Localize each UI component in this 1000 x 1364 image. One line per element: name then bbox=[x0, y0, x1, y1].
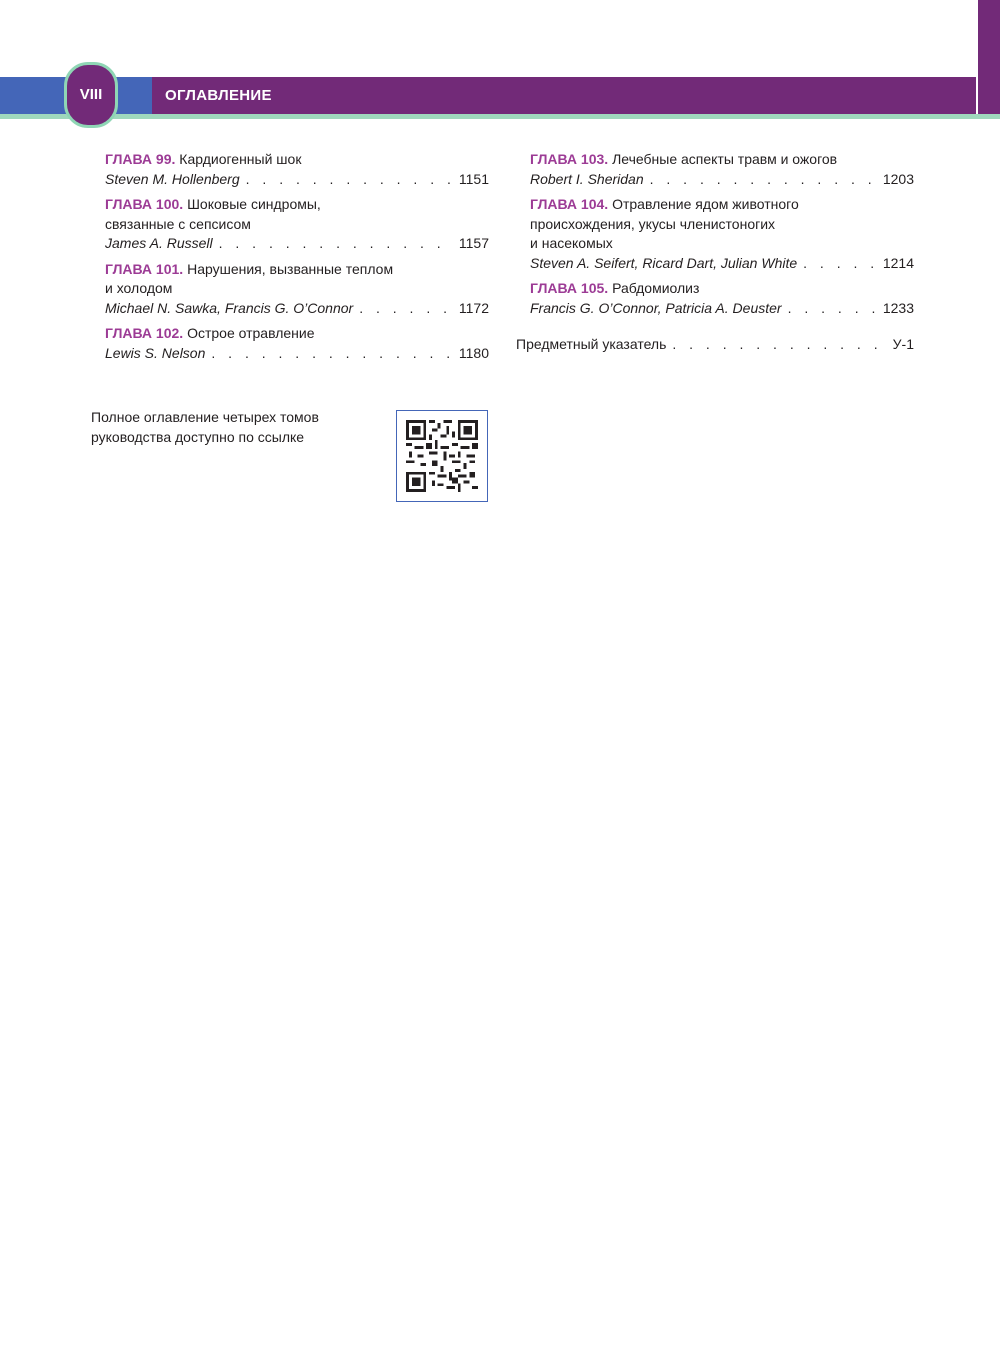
author-row bbox=[530, 299, 914, 319]
toc-column-right bbox=[530, 150, 914, 324]
dot-leader bbox=[246, 170, 453, 190]
dot-leader bbox=[788, 299, 877, 319]
chapter-number: ГЛАВА 101. bbox=[105, 260, 184, 277]
page-number: 1233 bbox=[882, 299, 914, 316]
page-number: 1151 bbox=[458, 170, 489, 187]
page-number-badge: VIII bbox=[64, 62, 118, 128]
chapter-title-continued: связанные с сепсисом bbox=[105, 215, 251, 232]
toc-entry[interactable] bbox=[105, 150, 489, 189]
page-edge-tab bbox=[978, 0, 1000, 117]
chapter-title: Отравление ядом животного bbox=[612, 196, 799, 212]
author-row bbox=[530, 170, 914, 190]
chapter-number: ГЛАВА 100. bbox=[105, 196, 184, 212]
chapter-number: ГЛАВА 102. bbox=[105, 325, 184, 341]
chapter-authors: Steven M. Hollenberg bbox=[105, 170, 240, 187]
page-number: 1172 bbox=[458, 299, 489, 316]
toc-entry[interactable] bbox=[105, 324, 489, 363]
chapter-authors: Lewis S. Nelson bbox=[105, 344, 206, 361]
full-toc-note bbox=[91, 408, 351, 447]
chapter-heading bbox=[105, 150, 489, 170]
qr-code-graphic bbox=[406, 420, 478, 492]
dot-leader bbox=[359, 299, 453, 319]
chapter-authors: Robert I. Sheridan bbox=[530, 170, 644, 187]
author-row bbox=[105, 299, 489, 319]
chapter-authors: Francis G. O’Connor, Patricia A. Deuster bbox=[530, 299, 782, 316]
chapter-title: Лечебные аспекты травм и ожогов bbox=[612, 151, 838, 167]
chapter-number: ГЛАВА 99. bbox=[105, 151, 176, 167]
note-line: руководства доступно по ссылке bbox=[91, 428, 305, 445]
subject-index-entry[interactable] bbox=[516, 335, 914, 355]
chapter-title: Острое отравление bbox=[187, 325, 315, 341]
chapter-heading bbox=[105, 195, 489, 215]
toc-entry[interactable] bbox=[530, 150, 914, 189]
page-number: 1203 bbox=[882, 170, 914, 187]
toc-entry[interactable] bbox=[105, 195, 489, 254]
index-label: Предметный указатель bbox=[516, 336, 667, 352]
chapter-title-continued: происхождения, укусы членистоногих bbox=[530, 215, 776, 232]
header-underline bbox=[0, 114, 1000, 119]
chapter-title: Кардиогенный шок bbox=[179, 151, 302, 167]
chapter-heading bbox=[530, 195, 914, 215]
page-number: 1180 bbox=[458, 344, 489, 361]
chapter-title-continued: и насекомых bbox=[530, 235, 613, 251]
toc-entry[interactable] bbox=[105, 260, 489, 319]
page-number: 1214 bbox=[882, 254, 914, 271]
dot-leader bbox=[211, 344, 453, 364]
chapter-title: Шоковые синдромы, bbox=[187, 196, 321, 212]
chapter-number: ГЛАВА 104. bbox=[530, 196, 609, 212]
index-row bbox=[516, 335, 914, 355]
author-row bbox=[105, 170, 489, 190]
chapter-heading bbox=[105, 260, 489, 280]
toc-entry[interactable] bbox=[530, 279, 914, 318]
author-row bbox=[530, 254, 914, 274]
dot-leader bbox=[672, 335, 886, 355]
note-line: Полное оглавление четырех томов bbox=[91, 409, 319, 425]
page-number: 1157 bbox=[458, 235, 489, 251]
chapter-heading bbox=[105, 324, 489, 344]
dot-leader bbox=[650, 170, 877, 190]
chapter-heading bbox=[530, 279, 914, 299]
toc-entry[interactable] bbox=[530, 195, 914, 273]
chapter-title: Рабдомиолиз bbox=[612, 280, 700, 296]
chapter-heading bbox=[530, 150, 914, 170]
author-row bbox=[105, 344, 489, 364]
dot-leader bbox=[803, 254, 877, 274]
chapter-authors: James A. Russell bbox=[105, 235, 213, 251]
author-row bbox=[105, 234, 489, 254]
toc-column-left bbox=[105, 150, 489, 369]
chapter-number: ГЛАВА 105. bbox=[530, 280, 609, 296]
chapter-authors: Steven A. Seifert, Ricard Dart, Julian White bbox=[530, 254, 798, 271]
chapter-authors: Michael N. Sawka, Francis G. O’Connor bbox=[105, 299, 354, 316]
header-bar bbox=[152, 77, 976, 114]
page-number: У-1 bbox=[892, 336, 914, 352]
chapter-title: Нарушения, вызванные теплом bbox=[187, 260, 394, 277]
dot-leader bbox=[219, 234, 453, 254]
chapter-number: ГЛАВА 103. bbox=[530, 151, 609, 167]
chapter-title-continued: и холодом bbox=[105, 280, 173, 296]
section-title: ОГЛАВЛЕНИЕ bbox=[165, 87, 272, 104]
qr-code-icon[interactable] bbox=[396, 410, 488, 502]
